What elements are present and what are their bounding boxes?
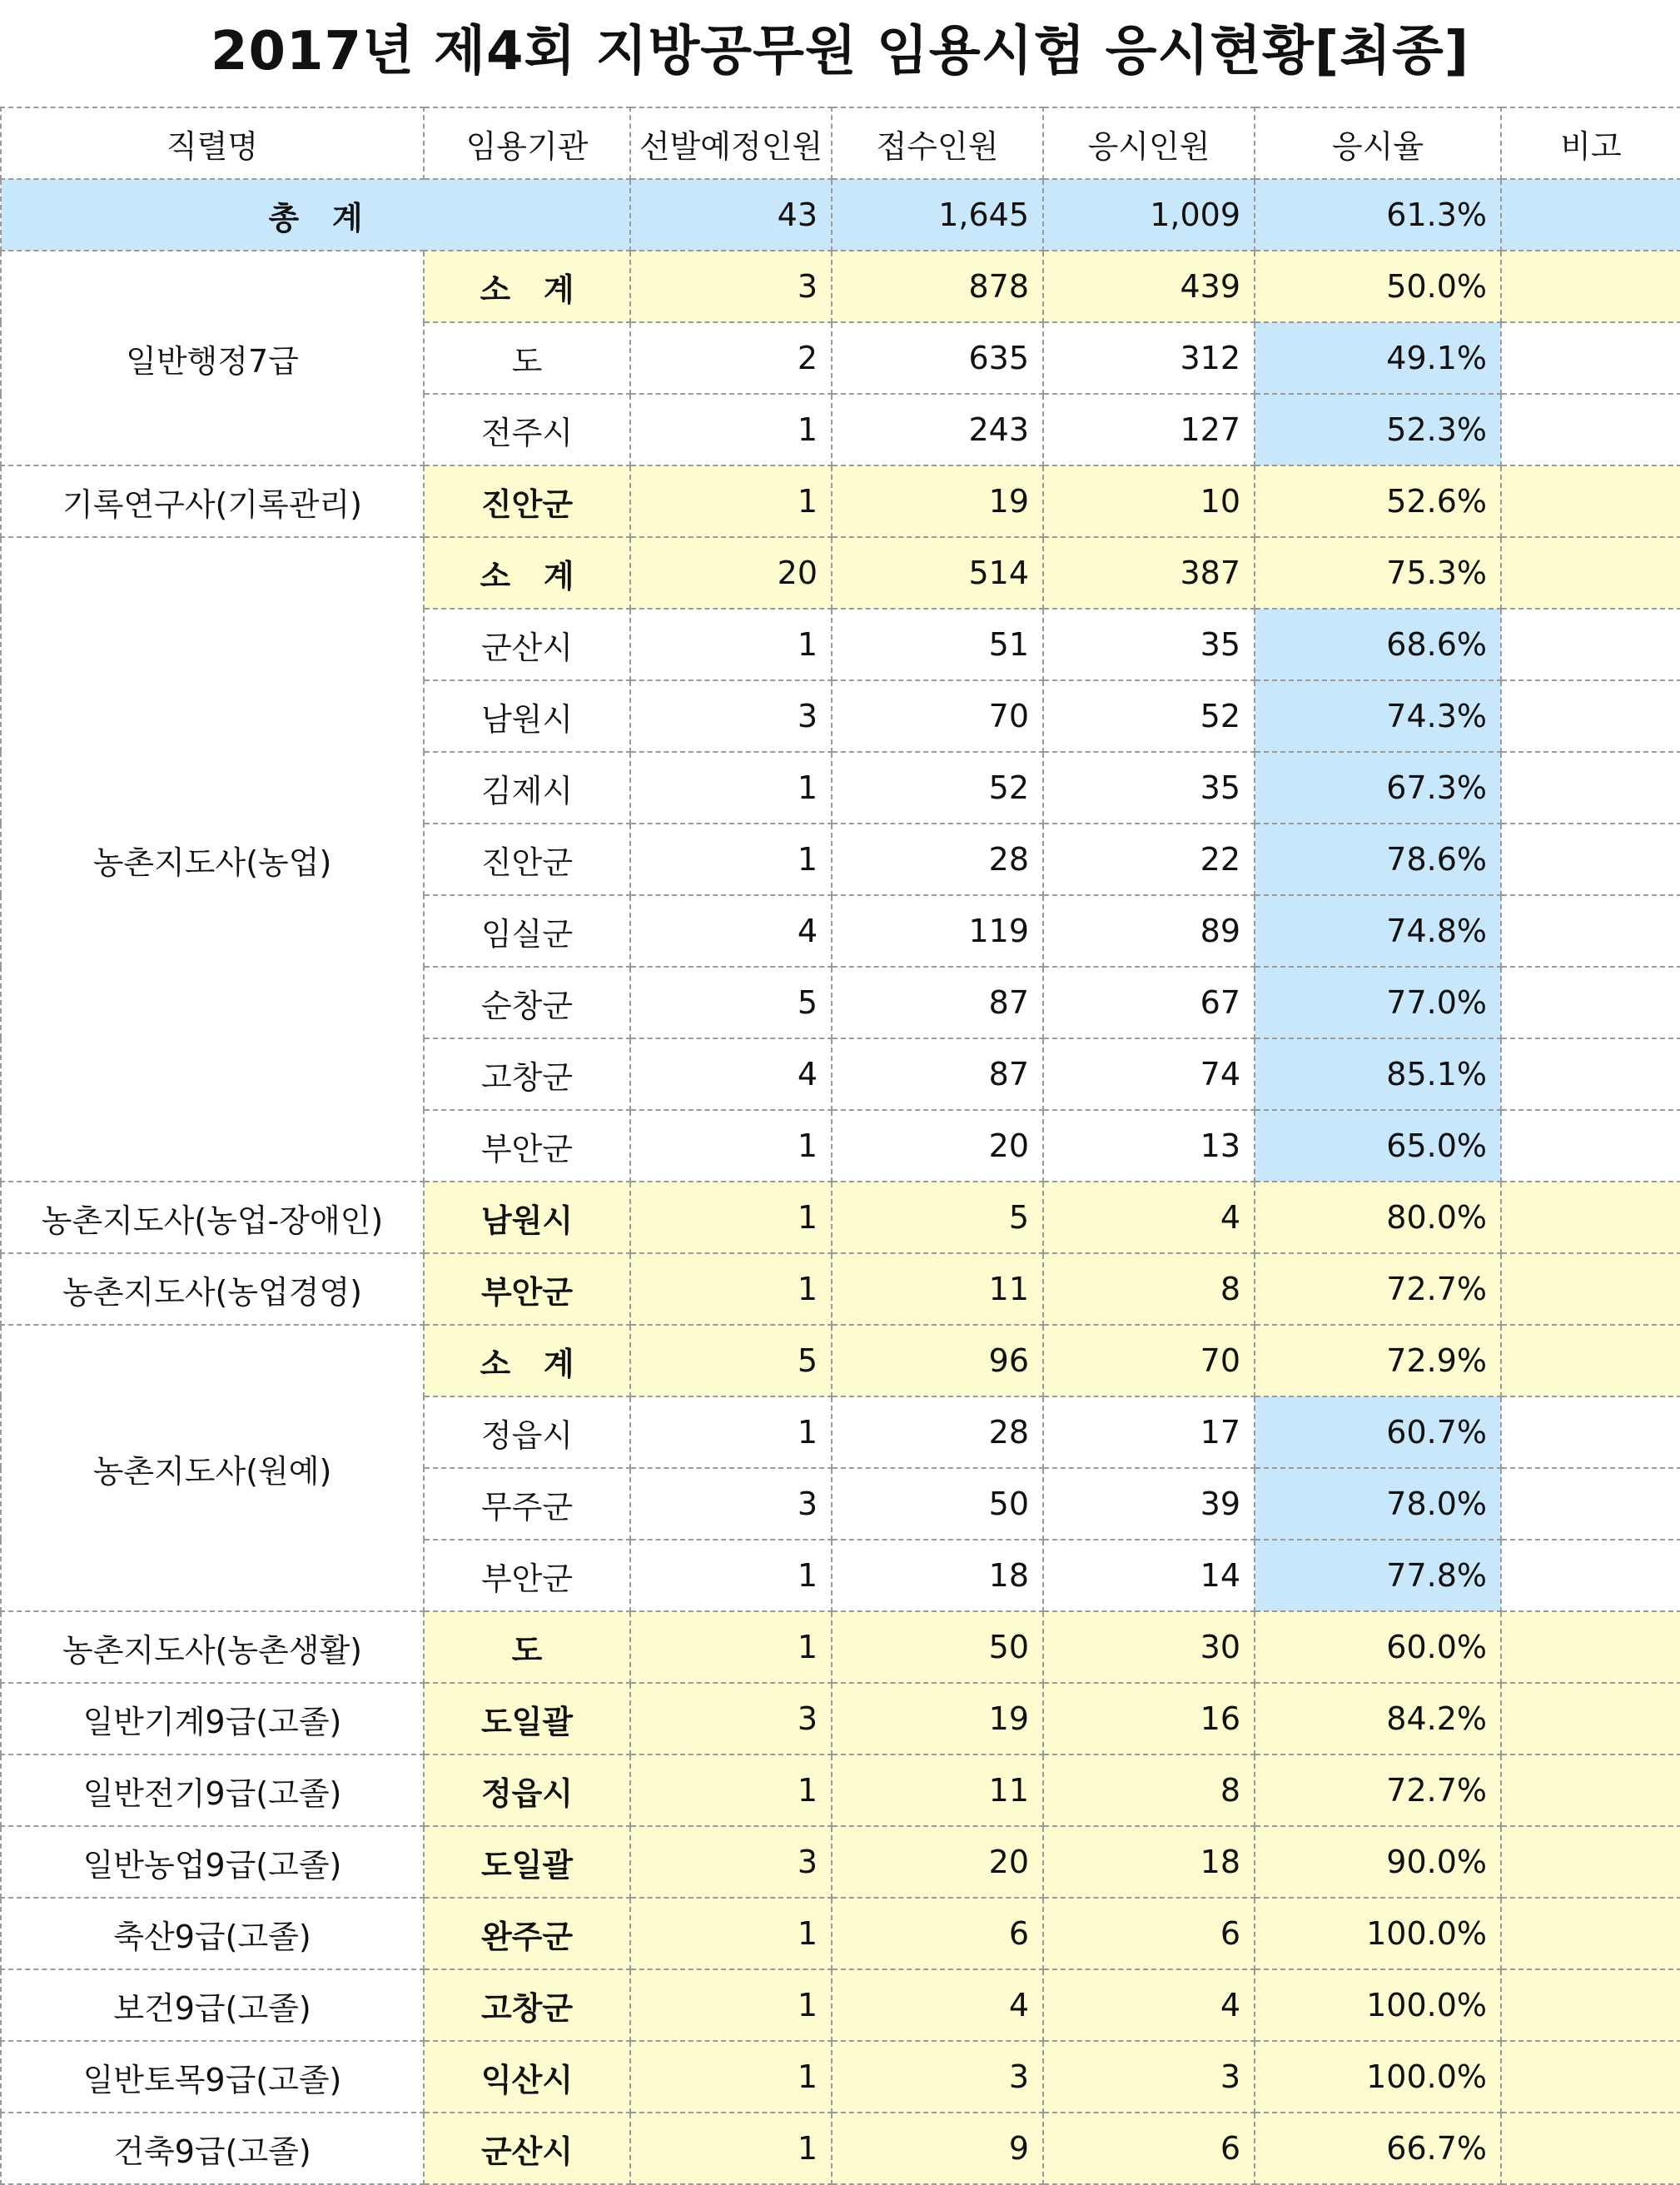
table-row (1, 1325, 1680, 1396)
remarks-cell (1501, 251, 1680, 322)
remarks-cell (1501, 1110, 1680, 1182)
job-cell: 일반전기9급(고졸) (1, 1754, 424, 1826)
attended-cell: 39 (1043, 1468, 1255, 1540)
table-body (1, 107, 1680, 2184)
agency-cell: 남원시 (424, 680, 630, 752)
attended-cell: 6 (1043, 1898, 1255, 1969)
header-rate: 응시율 (1255, 107, 1501, 179)
remarks-cell (1501, 1038, 1680, 1110)
applied-cell: 50 (832, 1611, 1043, 1683)
rate-cell: 100.0% (1255, 1969, 1501, 2041)
planned-cell: 2 (630, 322, 832, 394)
applied-cell: 635 (832, 322, 1043, 394)
remarks-cell (1501, 1683, 1680, 1754)
job-cell: 기록연구사(기록관리) (1, 465, 424, 537)
attended-cell: 16 (1043, 1683, 1255, 1754)
remarks-cell (1501, 1540, 1680, 1611)
attended-cell: 35 (1043, 752, 1255, 824)
agency-cell: 무주군 (424, 1468, 630, 1540)
rate-cell: 84.2% (1255, 1683, 1501, 1754)
planned-cell: 3 (630, 1683, 832, 1754)
table-row (1, 465, 1680, 537)
planned-cell: 1 (630, 1396, 832, 1468)
remarks-cell (1501, 1611, 1680, 1683)
planned-cell: 1 (630, 1969, 832, 2041)
job-cell: 일반토목9급(고졸) (1, 2041, 424, 2113)
applied-cell: 52 (832, 752, 1043, 824)
rate-cell: 75.3% (1255, 537, 1501, 609)
applied-cell: 20 (832, 1110, 1043, 1182)
attended-cell: 8 (1043, 1754, 1255, 1826)
applied-cell: 28 (832, 1396, 1043, 1468)
applied-cell: 51 (832, 609, 1043, 680)
header-row (1, 107, 1680, 179)
table-row (1, 1611, 1680, 1683)
planned-cell: 1 (630, 2113, 832, 2184)
applied-cell: 243 (832, 394, 1043, 465)
header-remarks: 비고 (1501, 107, 1680, 179)
rate-cell: 90.0% (1255, 1826, 1501, 1898)
planned-cell: 1 (630, 752, 832, 824)
agency-cell: 김제시 (424, 752, 630, 824)
agency-cell: 진안군 (424, 824, 630, 895)
attended-cell: 439 (1043, 251, 1255, 322)
planned-cell: 5 (630, 1325, 832, 1396)
header-planned: 선발예정인원 (630, 107, 832, 179)
applied-cell: 87 (832, 967, 1043, 1038)
attended-cell: 127 (1043, 394, 1255, 465)
attended-cell: 3 (1043, 2041, 1255, 2113)
planned-cell: 1 (630, 465, 832, 537)
attended-cell: 14 (1043, 1540, 1255, 1611)
remarks-cell (1501, 1396, 1680, 1468)
attended-cell: 89 (1043, 895, 1255, 967)
attended-cell: 52 (1043, 680, 1255, 752)
planned-cell: 1 (630, 394, 832, 465)
applied-cell: 19 (832, 1683, 1043, 1754)
rate-cell: 72.7% (1255, 1253, 1501, 1325)
table-row (1, 1969, 1680, 2041)
planned-cell: 1 (630, 1253, 832, 1325)
applied-cell: 11 (832, 1253, 1043, 1325)
remarks-cell (1501, 1826, 1680, 1898)
total-attended: 1,009 (1043, 179, 1255, 251)
rate-cell: 65.0% (1255, 1110, 1501, 1182)
agency-cell: 남원시 (424, 1182, 630, 1253)
attended-cell: 8 (1043, 1253, 1255, 1325)
rate-cell: 52.3% (1255, 394, 1501, 465)
total-label: 총 계 (1, 179, 630, 251)
agency-cell: 임실군 (424, 895, 630, 967)
planned-cell: 3 (630, 251, 832, 322)
rate-cell: 78.6% (1255, 824, 1501, 895)
table-row (1, 1683, 1680, 1754)
rate-cell: 50.0% (1255, 251, 1501, 322)
planned-cell: 3 (630, 1468, 832, 1540)
total-row (1, 179, 1680, 251)
remarks-cell (1501, 895, 1680, 967)
remarks-cell (1501, 1754, 1680, 1826)
remarks-cell (1501, 967, 1680, 1038)
job-cell: 농촌지도사(농업-장애인) (1, 1182, 424, 1253)
rate-cell: 49.1% (1255, 322, 1501, 394)
total-rate: 61.3% (1255, 179, 1501, 251)
header-applied: 접수인원 (832, 107, 1043, 179)
agency-cell: 부안군 (424, 1540, 630, 1611)
planned-cell: 4 (630, 1038, 832, 1110)
agency-cell: 부안군 (424, 1110, 630, 1182)
agency-cell: 전주시 (424, 394, 630, 465)
agency-cell: 순창군 (424, 967, 630, 1038)
agency-cell: 군산시 (424, 609, 630, 680)
rate-cell: 85.1% (1255, 1038, 1501, 1110)
rate-cell: 77.0% (1255, 967, 1501, 1038)
agency-cell: 고창군 (424, 1969, 630, 2041)
applied-cell: 19 (832, 465, 1043, 537)
job-cell: 일반기계9급(고졸) (1, 1683, 424, 1754)
applied-cell: 5 (832, 1182, 1043, 1253)
applied-cell: 9 (832, 2113, 1043, 2184)
planned-cell: 1 (630, 1611, 832, 1683)
planned-cell: 4 (630, 895, 832, 967)
attended-cell: 312 (1043, 322, 1255, 394)
applied-cell: 20 (832, 1826, 1043, 1898)
attended-cell: 30 (1043, 1611, 1255, 1683)
attended-cell: 22 (1043, 824, 1255, 895)
page-title: 2017년 제4회 지방공무원 임용시험 응시현황[최종] (210, 21, 1470, 82)
job-cell: 보건9급(고졸) (1, 1969, 424, 2041)
remarks-cell (1501, 537, 1680, 609)
job-cell: 농촌지도사(농촌생활) (1, 1611, 424, 1683)
planned-cell: 1 (630, 1540, 832, 1611)
header-attended: 응시인원 (1043, 107, 1255, 179)
table-row (1, 2041, 1680, 2113)
rate-cell: 74.3% (1255, 680, 1501, 752)
header-job: 직렬명 (1, 107, 424, 179)
table-row (1, 1826, 1680, 1898)
remarks-cell (1501, 394, 1680, 465)
rate-cell: 60.0% (1255, 1611, 1501, 1683)
job-cell: 축산9급(고졸) (1, 1898, 424, 1969)
rate-cell: 72.9% (1255, 1325, 1501, 1396)
applicant-status-table (0, 107, 1680, 2185)
remarks-cell (1501, 465, 1680, 537)
job-cell: 건축9급(고졸) (1, 2113, 424, 2184)
planned-cell: 1 (630, 1182, 832, 1253)
rate-cell: 60.7% (1255, 1396, 1501, 1468)
rate-cell: 66.7% (1255, 2113, 1501, 2184)
total-planned: 43 (630, 179, 832, 251)
rate-cell: 72.7% (1255, 1754, 1501, 1826)
table-row (1, 1754, 1680, 1826)
planned-cell: 3 (630, 1826, 832, 1898)
table-row (1, 1898, 1680, 1969)
agency-cell: 도 (424, 1611, 630, 1683)
remarks-cell (1501, 609, 1680, 680)
attended-cell: 10 (1043, 465, 1255, 537)
remarks-cell (1501, 1253, 1680, 1325)
total-applied: 1,645 (832, 179, 1043, 251)
agency-cell: 도일괄 (424, 1683, 630, 1754)
planned-cell: 1 (630, 609, 832, 680)
job-cell: 일반행정7급 (1, 251, 424, 465)
rate-cell: 52.6% (1255, 465, 1501, 537)
table-row (1, 2113, 1680, 2184)
attended-cell: 4 (1043, 1969, 1255, 2041)
applied-cell: 18 (832, 1540, 1043, 1611)
planned-cell: 3 (630, 680, 832, 752)
header-agency: 임용기관 (424, 107, 630, 179)
applied-cell: 96 (832, 1325, 1043, 1396)
agency-cell: 고창군 (424, 1038, 630, 1110)
applied-cell: 87 (832, 1038, 1043, 1110)
attended-cell: 17 (1043, 1396, 1255, 1468)
agency-cell: 도 (424, 322, 630, 394)
agency-cell: 정읍시 (424, 1396, 630, 1468)
agency-cell: 익산시 (424, 2041, 630, 2113)
table-row (1, 1182, 1680, 1253)
applied-cell: 28 (832, 824, 1043, 895)
remarks-cell (1501, 1182, 1680, 1253)
remarks-cell (1501, 680, 1680, 752)
planned-cell: 1 (630, 824, 832, 895)
table-row (1, 537, 1680, 609)
agency-cell: 진안군 (424, 465, 630, 537)
rate-cell: 78.0% (1255, 1468, 1501, 1540)
applied-cell: 3 (832, 2041, 1043, 2113)
planned-cell: 20 (630, 537, 832, 609)
rate-cell: 80.0% (1255, 1182, 1501, 1253)
planned-cell: 1 (630, 2041, 832, 2113)
planned-cell: 1 (630, 1898, 832, 1969)
job-cell: 일반농업9급(고졸) (1, 1826, 424, 1898)
total-remarks (1501, 179, 1680, 251)
applied-cell: 11 (832, 1754, 1043, 1826)
agency-cell: 완주군 (424, 1898, 630, 1969)
attended-cell: 4 (1043, 1182, 1255, 1253)
attended-cell: 387 (1043, 537, 1255, 609)
rate-cell: 74.8% (1255, 895, 1501, 967)
applied-cell: 6 (832, 1898, 1043, 1969)
applied-cell: 119 (832, 895, 1043, 967)
applied-cell: 4 (832, 1969, 1043, 2041)
agency-cell: 도일괄 (424, 1826, 630, 1898)
planned-cell: 5 (630, 967, 832, 1038)
job-cell: 농촌지도사(농업경영) (1, 1253, 424, 1325)
rate-cell: 100.0% (1255, 2041, 1501, 2113)
rate-cell: 77.8% (1255, 1540, 1501, 1611)
applied-cell: 50 (832, 1468, 1043, 1540)
remarks-cell (1501, 1325, 1680, 1396)
attended-cell: 35 (1043, 609, 1255, 680)
table-row (1, 1253, 1680, 1325)
job-cell: 농촌지도사(농업) (1, 537, 424, 1182)
applied-cell: 878 (832, 251, 1043, 322)
applied-cell: 514 (832, 537, 1043, 609)
attended-cell: 13 (1043, 1110, 1255, 1182)
agency-cell: 부안군 (424, 1253, 630, 1325)
planned-cell: 1 (630, 1754, 832, 1826)
planned-cell: 1 (630, 1110, 832, 1182)
attended-cell: 18 (1043, 1826, 1255, 1898)
remarks-cell (1501, 1969, 1680, 2041)
agency-cell: 군산시 (424, 2113, 630, 2184)
table-row (1, 251, 1680, 322)
agency-cell: 정읍시 (424, 1754, 630, 1826)
remarks-cell (1501, 752, 1680, 824)
remarks-cell (1501, 1898, 1680, 1969)
rate-cell: 68.6% (1255, 609, 1501, 680)
attended-cell: 67 (1043, 967, 1255, 1038)
rate-cell: 100.0% (1255, 1898, 1501, 1969)
remarks-cell (1501, 2113, 1680, 2184)
remarks-cell (1501, 1468, 1680, 1540)
remarks-cell (1501, 2041, 1680, 2113)
remarks-cell (1501, 824, 1680, 895)
agency-cell: 소 계 (424, 251, 630, 322)
agency-cell: 소 계 (424, 537, 630, 609)
attended-cell: 6 (1043, 2113, 1255, 2184)
attended-cell: 74 (1043, 1038, 1255, 1110)
job-cell: 농촌지도사(원예) (1, 1325, 424, 1611)
attended-cell: 70 (1043, 1325, 1255, 1396)
rate-cell: 67.3% (1255, 752, 1501, 824)
agency-cell: 소 계 (424, 1325, 630, 1396)
applied-cell: 70 (832, 680, 1043, 752)
remarks-cell (1501, 322, 1680, 394)
